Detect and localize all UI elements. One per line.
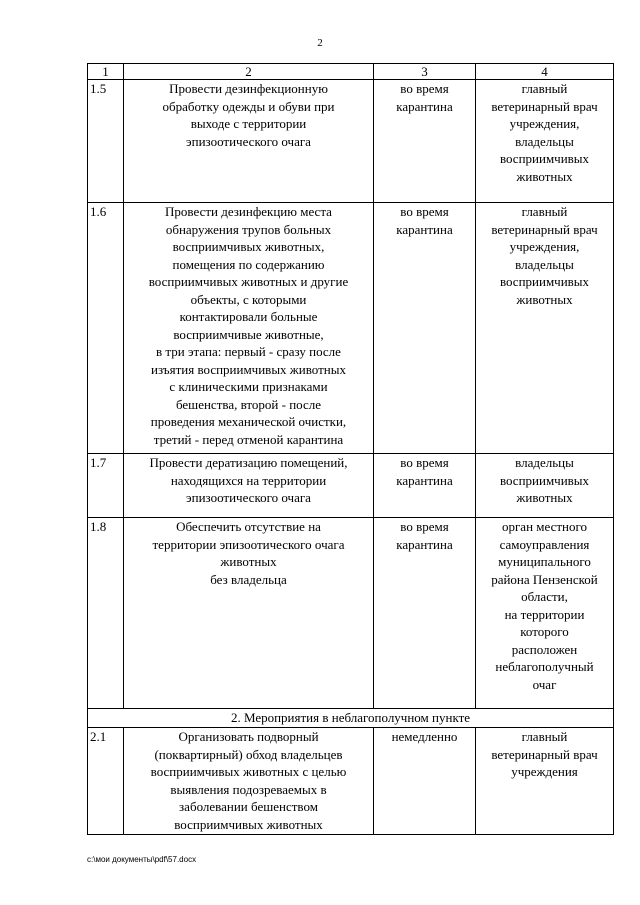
table-row xyxy=(88,518,614,709)
table-row xyxy=(88,454,614,518)
header-col-measure: 2 xyxy=(124,64,374,80)
responsible-cell xyxy=(476,454,614,518)
term-cell xyxy=(374,518,476,709)
term-cell-line: карантина xyxy=(396,536,453,552)
measure-cell-line: Провести дезинфекцию места xyxy=(165,204,332,219)
row-number: 1.5 xyxy=(88,80,124,203)
measure-cell-line: (поквартирный) обход владельцев xyxy=(154,746,343,762)
measure-cell-line: животных xyxy=(220,554,277,569)
term-cell-line: во время xyxy=(400,519,449,534)
section-title: 2. Мероприятия в неблагополучном пункте xyxy=(88,709,614,728)
row-number: 2.1 xyxy=(88,728,124,835)
term-cell-line: карантина xyxy=(396,98,453,114)
responsible-cell-line: района Пензенской xyxy=(491,571,598,587)
responsible-cell-line: области, xyxy=(521,589,568,604)
row-number: 1.7 xyxy=(88,454,124,518)
term-cell-line: во время xyxy=(400,204,449,219)
measure-cell-line: территории эпизоотического очага xyxy=(152,536,345,552)
term-cell-line: карантина xyxy=(396,221,453,237)
term-cell xyxy=(374,728,476,835)
row-number: 1.8 xyxy=(88,518,124,709)
measure-cell-line: объекты, с которыми xyxy=(190,291,307,307)
responsible-cell-line: очаг xyxy=(532,676,557,692)
section-header-row xyxy=(88,709,614,728)
term-cell-line: во время xyxy=(400,81,449,96)
measure-cell-line: третий - перед отменой карантина xyxy=(153,431,344,447)
measure-cell-line: выявления подозреваемых в xyxy=(170,781,327,797)
header-col-number: 1 xyxy=(88,64,124,80)
responsible-cell-line: восприимчивых xyxy=(499,274,590,289)
measure-cell-line: Провести дератизацию помещений, xyxy=(149,455,348,470)
measures-table xyxy=(87,63,614,835)
measure-cell-line: Обеспечить отсутствие на xyxy=(176,519,321,534)
responsible-cell-line: расположен xyxy=(511,641,578,657)
measure-cell xyxy=(124,454,374,518)
measure-cell-line: обработку одежды и обуви при xyxy=(162,98,335,114)
responsible-cell-line: владельцы xyxy=(515,256,574,272)
term-cell-line: карантина xyxy=(396,472,453,488)
measure-cell-line: Провести дезинфекционную xyxy=(169,81,328,96)
measure-cell xyxy=(124,728,374,835)
header-col-responsible: 4 xyxy=(476,64,614,80)
responsible-cell xyxy=(476,518,614,709)
responsible-cell-line: животных xyxy=(516,490,573,505)
measure-cell xyxy=(124,518,374,709)
responsible-cell-line: владельцы xyxy=(515,133,574,149)
responsible-cell-line: которого xyxy=(520,624,569,639)
responsible-cell-line: неблагополучный xyxy=(495,659,594,674)
term-cell xyxy=(374,80,476,203)
responsible-cell-line: учреждения xyxy=(511,764,578,779)
measure-cell-line: проведения механической очистки, xyxy=(150,414,347,429)
measure-cell-line: изъятия восприимчивых животных xyxy=(151,361,346,377)
measure-cell-line: эпизоотического очага xyxy=(186,133,311,149)
responsible-cell-line: ветеринарный врач xyxy=(491,98,598,114)
responsible-cell-line: ветеринарный врач xyxy=(491,221,598,237)
responsible-cell xyxy=(476,80,614,203)
measure-cell-line: бешенства, второй - после xyxy=(175,396,322,412)
table-row xyxy=(88,728,614,835)
responsible-cell-line: самоуправления xyxy=(499,536,590,552)
measure-cell xyxy=(124,80,374,203)
measure-cell-line: с клиническими признаками xyxy=(169,379,328,394)
measure-cell-line: находящихся на территории xyxy=(170,472,327,488)
measure-cell-line: в три этапа: первый - сразу после xyxy=(156,344,341,359)
measure-cell-line: восприимчивых животных xyxy=(174,816,323,832)
responsible-cell-line: восприимчивых xyxy=(499,472,590,488)
responsible-cell-line: главный xyxy=(521,81,568,96)
row-number: 1.6 xyxy=(88,203,124,454)
term-cell xyxy=(374,203,476,454)
responsible-cell-line: на территории xyxy=(504,606,585,622)
responsible-cell-line: ветеринарный врач xyxy=(491,746,598,762)
measure-cell-line: помещения по содержанию xyxy=(172,256,325,272)
responsible-cell-line: животных xyxy=(516,291,573,307)
term-cell xyxy=(374,454,476,518)
measure-cell-line: без владельца xyxy=(210,571,287,587)
page-number: 2 xyxy=(317,37,323,49)
measure-cell-line: эпизоотического очага xyxy=(186,490,311,505)
responsible-cell-line: муниципального xyxy=(498,554,591,569)
measure-cell-line: восприимчивых животных, xyxy=(172,239,325,254)
term-cell-line: немедленно xyxy=(391,729,458,744)
measure-cell-line: выходе с территории xyxy=(190,116,307,131)
responsible-cell-line: учреждения, xyxy=(509,239,580,254)
responsible-cell-line: главный xyxy=(521,204,568,219)
table-row xyxy=(88,80,614,203)
responsible-cell-line: орган местного xyxy=(501,519,588,534)
term-cell-line: во время xyxy=(400,455,449,470)
header-col-term: 3 xyxy=(374,64,476,80)
table-header-row xyxy=(88,64,614,80)
responsible-cell xyxy=(476,203,614,454)
responsible-cell-line: главный xyxy=(521,729,568,744)
measure-cell-line: контактировали больные xyxy=(179,309,318,324)
measure-cell xyxy=(124,203,374,454)
measure-cell-line: восприимчивые животные, xyxy=(173,326,324,342)
responsible-cell xyxy=(476,728,614,835)
table-row xyxy=(88,203,614,454)
measure-cell-line: заболевании бешенством xyxy=(179,799,318,814)
responsible-cell-line: животных xyxy=(516,168,573,184)
responsible-cell-line: учреждения, xyxy=(509,116,580,131)
responsible-cell-line: восприимчивых xyxy=(499,151,590,166)
measure-cell-line: обнаружения трупов больных xyxy=(165,221,332,237)
measure-cell-line: восприимчивых животных с целью xyxy=(150,764,347,779)
measure-cell-line: Организовать подворный xyxy=(178,729,319,744)
responsible-cell-line: владельцы xyxy=(515,455,574,470)
measure-cell-line: восприимчивых животных и другие xyxy=(148,274,349,289)
file-path-footer: c:\мои документы\pdf\57.docx xyxy=(87,855,197,864)
